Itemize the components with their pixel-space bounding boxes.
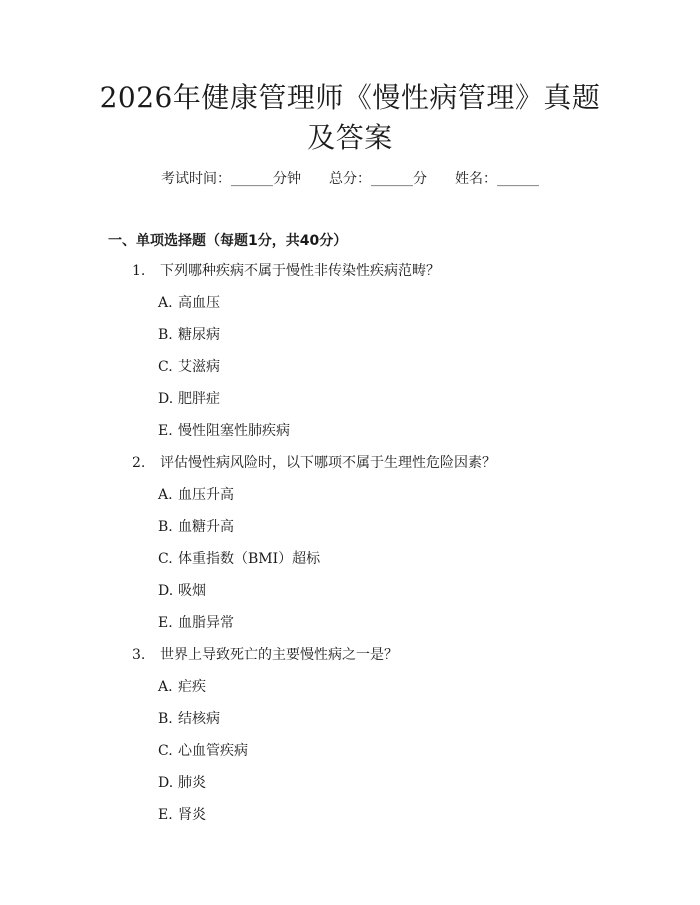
option-1d bbox=[158, 390, 220, 408]
option-2b bbox=[158, 518, 234, 536]
option-letter: B. bbox=[158, 327, 173, 343]
option-2d bbox=[158, 582, 206, 600]
option-letter: E. bbox=[158, 807, 173, 823]
option-text: 肾炎 bbox=[178, 807, 206, 823]
option-text: 血糖升高 bbox=[178, 519, 234, 535]
option-letter: B. bbox=[158, 711, 173, 727]
option-text: 慢性阻塞性肺疾病 bbox=[178, 423, 290, 439]
option-text: 血脂异常 bbox=[178, 615, 234, 631]
option-3b bbox=[158, 710, 220, 728]
option-text: 结核病 bbox=[178, 711, 220, 727]
option-letter: E. bbox=[158, 423, 173, 439]
option-3e bbox=[158, 806, 206, 824]
option-text: 糖尿病 bbox=[178, 327, 220, 343]
question-text: 世界上导致死亡的主要慢性病之一是？ bbox=[160, 647, 398, 663]
option-1b bbox=[158, 326, 220, 344]
exam-time: 考试时间：______分钟 bbox=[161, 171, 301, 187]
option-letter: A. bbox=[158, 295, 173, 311]
option-text: 艾滋病 bbox=[178, 359, 220, 375]
option-2a bbox=[158, 486, 234, 504]
option-1a bbox=[158, 294, 220, 312]
option-text: 血压升高 bbox=[178, 487, 234, 503]
option-letter: E. bbox=[158, 615, 173, 631]
option-letter: C. bbox=[158, 743, 173, 759]
question-3 bbox=[132, 646, 398, 664]
option-text: 肥胖症 bbox=[178, 391, 220, 407]
option-letter: C. bbox=[158, 359, 173, 375]
option-letter: D. bbox=[158, 583, 174, 599]
option-text: 吸烟 bbox=[178, 583, 206, 599]
question-number: 1. bbox=[132, 263, 146, 279]
option-3d bbox=[158, 774, 206, 792]
option-text: 疟疾 bbox=[178, 679, 206, 695]
option-letter: A. bbox=[158, 487, 173, 503]
option-letter: B. bbox=[158, 519, 173, 535]
option-text: 肺炎 bbox=[178, 775, 206, 791]
option-3c bbox=[158, 742, 248, 760]
option-2c bbox=[158, 550, 320, 568]
option-3a bbox=[158, 678, 206, 696]
option-letter: A. bbox=[158, 679, 173, 695]
section-heading: 一、单项选择题（每题1分，共40分） bbox=[108, 233, 348, 249]
option-letter: C. bbox=[158, 551, 173, 567]
option-2e bbox=[158, 614, 234, 632]
question-number: 2. bbox=[132, 455, 146, 471]
option-text: 体重指数（BMI）超标 bbox=[178, 551, 321, 567]
question-1 bbox=[132, 262, 440, 280]
question-number: 3. bbox=[132, 647, 146, 663]
exam-meta bbox=[0, 170, 700, 188]
page-title: 2026年健康管理师《慢性病管理》真题及答案 bbox=[99, 81, 601, 154]
option-1c bbox=[158, 358, 220, 376]
option-letter: D. bbox=[158, 391, 174, 407]
question-text: 评估慢性病风险时，以下哪项不属于生理性危险因素？ bbox=[160, 455, 496, 471]
option-text: 高血压 bbox=[178, 295, 220, 311]
exam-name: 姓名：______ bbox=[455, 171, 539, 187]
option-letter: D. bbox=[158, 775, 174, 791]
question-2 bbox=[132, 454, 496, 472]
option-text: 心血管疾病 bbox=[178, 743, 248, 759]
exam-score: 总分：______分 bbox=[329, 171, 427, 187]
question-text: 下列哪种疾病不属于慢性非传染性疾病范畴？ bbox=[160, 263, 440, 279]
option-1e bbox=[158, 422, 290, 440]
